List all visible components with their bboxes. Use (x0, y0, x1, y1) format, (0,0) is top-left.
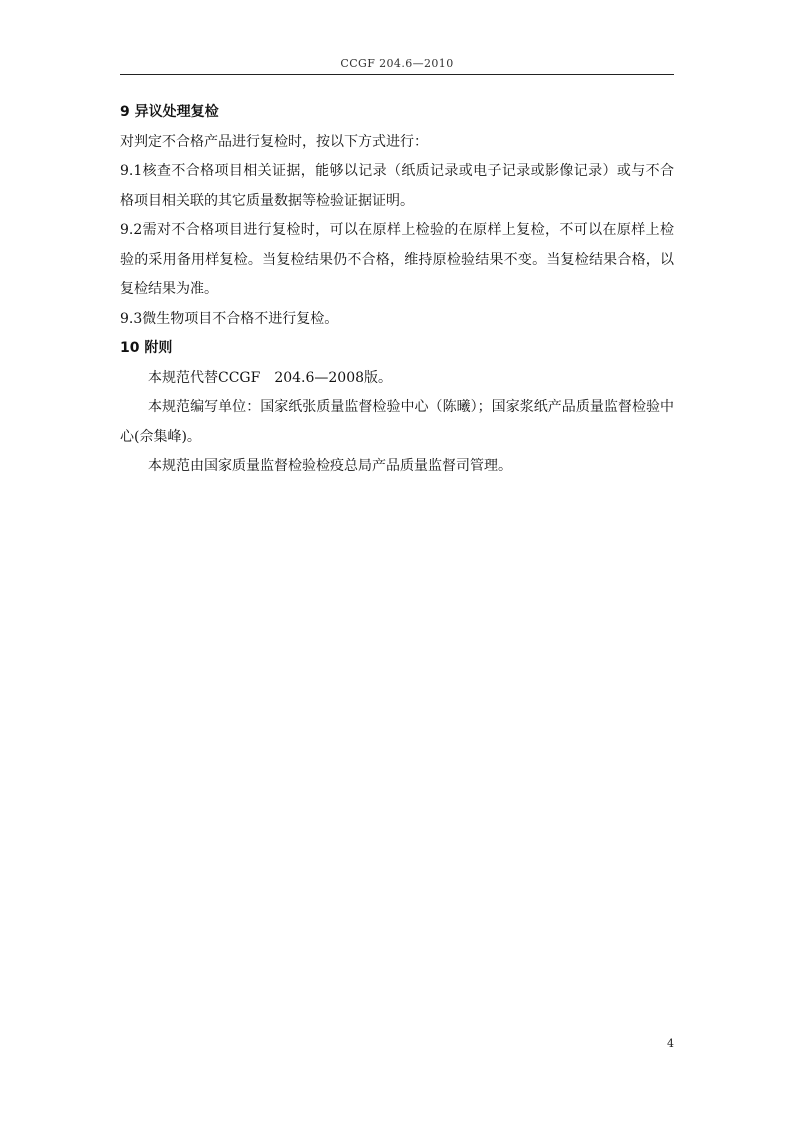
replaces-statement: 本规范代替CCGF 204.6—2008版。 (148, 369, 393, 386)
management-statement: 本规范由国家质量监督检验检疫总局产品质量监督司管理。 (148, 458, 512, 474)
section-9-heading: 9 异议处理复检 (120, 104, 219, 120)
document-body (120, 98, 674, 482)
section-10-heading: 10 附则 (120, 340, 173, 356)
clause-9-3: 9.3微生物项目不合格不进行复检。 (120, 310, 339, 327)
page-header (120, 56, 674, 75)
clause-9-1: 9.1核查不合格项目相关证据，能够以记录（纸质记录或电子记录或影像记录）或与不合格项目相关联的其它质量数据等检验证据证明。 (120, 163, 674, 209)
page-number: 4 (667, 1037, 674, 1050)
section-9-intro: 对判定不合格产品进行复检时，按以下方式进行： (120, 133, 428, 150)
drafting-units-statement: 本规范编写单位：国家纸张质量监督检验中心（陈曦）；国家浆纸产品质量监督检验中心(佘集峰)。 (120, 399, 674, 445)
clause-9-2: 9.2需对不合格项目进行复检时，可以在原样上检验的在原样上复检，不可以在原样上检验的采用备用样复检。当复检结果仍不合格，维持原检验结果不变。当复检结果合格，以复检结果为准。 (120, 222, 674, 297)
header-doc-code: CCGF 204.6—2010 (340, 57, 454, 70)
